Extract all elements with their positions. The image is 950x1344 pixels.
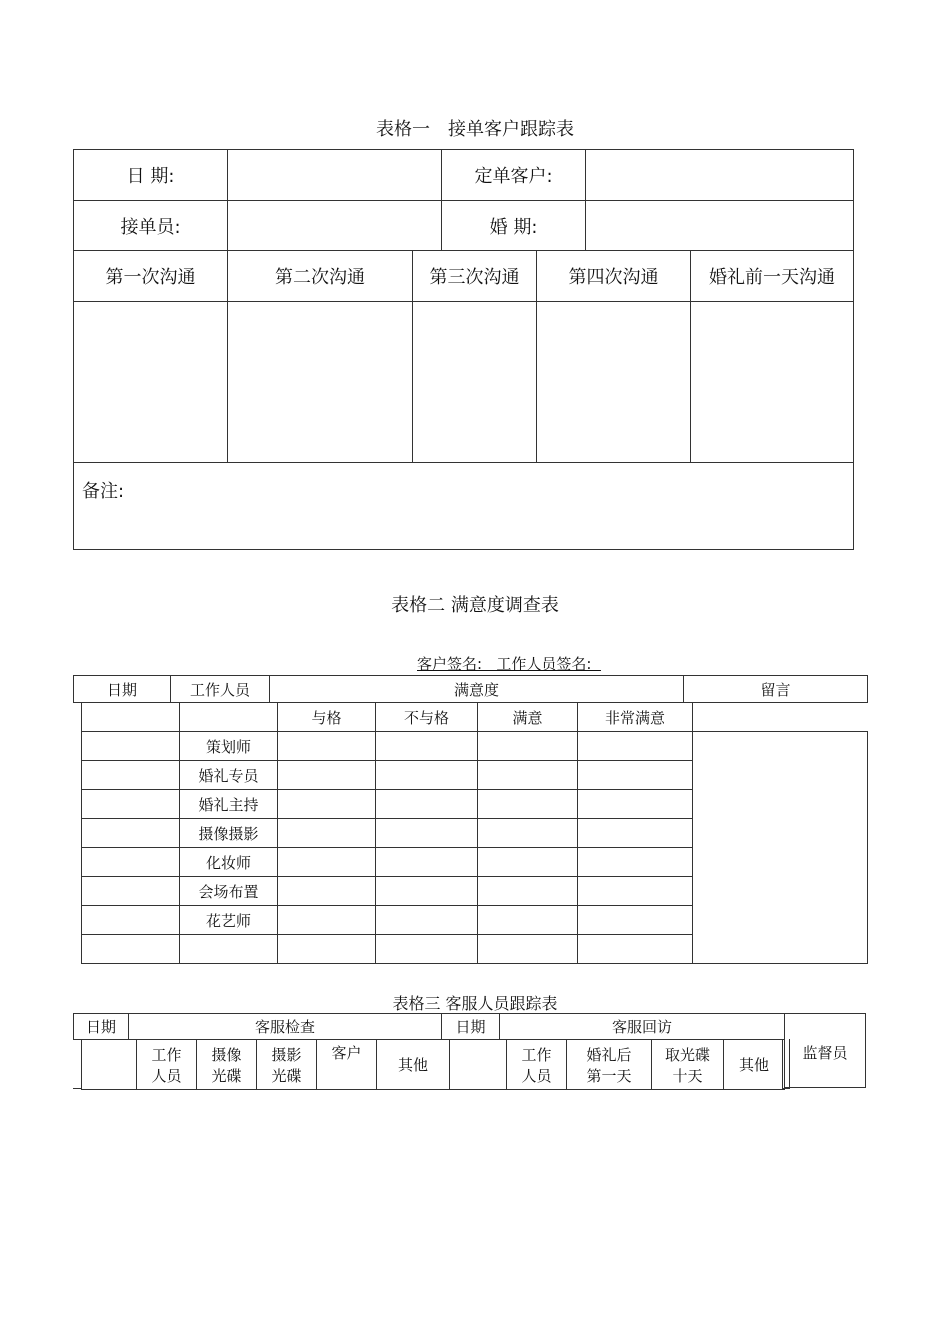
- header-message: 留言: [684, 676, 868, 703]
- revisit-col-line: 工作: [521, 1045, 552, 1064]
- level-header: 不与格: [376, 703, 478, 732]
- role-label: 策划师: [180, 732, 278, 761]
- rating-cell[interactable]: [376, 819, 478, 848]
- rating-cell[interactable]: [376, 848, 478, 877]
- rating-cell[interactable]: [278, 790, 376, 819]
- receiver-label: 接单员:: [74, 201, 228, 251]
- rating-cell[interactable]: [376, 790, 478, 819]
- rating-cell[interactable]: [578, 906, 693, 935]
- rating-cell[interactable]: [278, 761, 376, 790]
- header-staff: 工作人员: [171, 676, 270, 703]
- supervisor-divider: [782, 1039, 790, 1089]
- role-label: 摄像摄影: [180, 819, 278, 848]
- rating-cell[interactable]: [478, 732, 578, 761]
- comm-cell-2[interactable]: [228, 302, 413, 463]
- date-cell[interactable]: [82, 1040, 137, 1090]
- date-cell[interactable]: [82, 877, 180, 906]
- header-date-2: 日期: [442, 1014, 500, 1040]
- wedding-date-label: 婚 期:: [442, 201, 586, 251]
- comm-cell-4[interactable]: [537, 302, 691, 463]
- table1-title: 表格一 接单客户跟踪表: [376, 119, 574, 140]
- rating-cell[interactable]: [478, 877, 578, 906]
- revisit-col-line: 取光碟: [664, 1045, 710, 1064]
- remark-label: 备注:: [82, 481, 125, 502]
- table3-title: 表格三 客服人员跟踪表: [392, 994, 558, 1013]
- date-cell[interactable]: [82, 761, 180, 790]
- check-col-header: [137, 1040, 197, 1090]
- satisfaction-header: [73, 675, 868, 703]
- header-date-1: 日期: [74, 1014, 129, 1040]
- rating-cell[interactable]: [278, 877, 376, 906]
- role-label: [180, 935, 278, 964]
- comm-header-1: 第一次沟通: [74, 251, 228, 302]
- rating-cell[interactable]: [578, 790, 693, 819]
- rating-cell[interactable]: [478, 906, 578, 935]
- comm-header-2: 第二次沟通: [228, 251, 413, 302]
- header-satisfaction: 满意度: [270, 676, 684, 703]
- date-field[interactable]: [228, 150, 442, 201]
- revisit-col-header: [652, 1040, 724, 1090]
- role-label: 化妆师: [180, 848, 278, 877]
- rating-cell[interactable]: [478, 935, 578, 964]
- date-cell[interactable]: [450, 1040, 507, 1090]
- comm-header-5: 婚礼前一天沟通: [691, 251, 854, 302]
- rating-cell[interactable]: [376, 761, 478, 790]
- customer-field[interactable]: [586, 150, 854, 201]
- rating-cell[interactable]: [376, 906, 478, 935]
- blank-staff-cell: [180, 703, 278, 732]
- check-col-line: 光碟: [211, 1066, 242, 1085]
- header-date: 日期: [74, 676, 171, 703]
- comm-header-4: 第四次沟通: [537, 251, 691, 302]
- rating-cell[interactable]: [278, 935, 376, 964]
- rating-cell[interactable]: [478, 819, 578, 848]
- signature-line: 客户签名: 工作人员签名:: [417, 655, 601, 673]
- rating-cell[interactable]: [478, 761, 578, 790]
- rating-cell[interactable]: [578, 848, 693, 877]
- remark-cell[interactable]: [74, 463, 854, 550]
- check-col-line: 人员: [151, 1066, 182, 1085]
- date-cell[interactable]: [82, 935, 180, 964]
- header-service-revisit: 客服回访: [500, 1014, 785, 1040]
- revisit-col-line: 十天: [672, 1066, 703, 1085]
- rating-cell[interactable]: [278, 732, 376, 761]
- check-other-header: 其他: [377, 1040, 450, 1090]
- level-header: 满意: [478, 703, 578, 732]
- rating-cell[interactable]: [278, 848, 376, 877]
- service-tracking-header: [73, 1013, 785, 1040]
- supervisor-header: 监督员: [784, 1013, 866, 1088]
- rating-cell[interactable]: [478, 848, 578, 877]
- service-tracking-table: [81, 1039, 785, 1090]
- table-baseline: [73, 1088, 81, 1089]
- check-col-line: 光碟: [271, 1066, 302, 1085]
- role-label: 婚礼专员: [180, 761, 278, 790]
- date-cell[interactable]: [82, 732, 180, 761]
- customer-label: 定单客户:: [442, 150, 586, 201]
- revisit-col-header: [567, 1040, 652, 1090]
- level-header: 与格: [278, 703, 376, 732]
- rating-cell[interactable]: [278, 906, 376, 935]
- rating-cell[interactable]: [376, 935, 478, 964]
- revisit-other-header: 其他: [724, 1040, 785, 1090]
- wedding-date-field[interactable]: [586, 201, 854, 251]
- rating-cell[interactable]: [376, 732, 478, 761]
- message-cell[interactable]: [693, 732, 868, 964]
- comm-cell-3[interactable]: [413, 302, 537, 463]
- rating-cell[interactable]: [278, 819, 376, 848]
- revisit-col-line: 人员: [521, 1066, 552, 1085]
- revisit-col-header: [507, 1040, 567, 1090]
- role-label: 花艺师: [180, 906, 278, 935]
- check-col-line: 客户: [331, 1044, 362, 1062]
- receiver-field[interactable]: [228, 201, 442, 251]
- comm-cell-1[interactable]: [74, 302, 228, 463]
- rating-cell[interactable]: [578, 935, 693, 964]
- comm-cell-5[interactable]: [691, 302, 854, 463]
- rating-cell[interactable]: [578, 761, 693, 790]
- header-service-check: 客服检查: [129, 1014, 442, 1040]
- level-header: 非常满意: [578, 703, 693, 732]
- check-col-header: [317, 1040, 377, 1090]
- table2-title: 表格二 满意度调查表: [391, 595, 559, 616]
- check-col-line: 摄像: [211, 1045, 242, 1064]
- customer-tracking-table: [73, 149, 854, 550]
- rating-cell[interactable]: [578, 732, 693, 761]
- role-label: 婚礼主持: [180, 790, 278, 819]
- date-cell[interactable]: [82, 848, 180, 877]
- role-label: 会场布置: [180, 877, 278, 906]
- date-label: 日 期:: [74, 150, 228, 201]
- check-col-line: 摄影: [271, 1045, 302, 1064]
- date-cell[interactable]: [82, 906, 180, 935]
- rating-cell[interactable]: [578, 819, 693, 848]
- check-col-line: 工作: [151, 1045, 182, 1064]
- rating-cell[interactable]: [578, 877, 693, 906]
- rating-cell[interactable]: [478, 790, 578, 819]
- check-col-header: [197, 1040, 257, 1090]
- revisit-col-line: 第一天: [586, 1066, 632, 1085]
- revisit-col-line: 婚礼后: [586, 1045, 632, 1064]
- message-gap: [693, 703, 868, 732]
- satisfaction-table: [81, 702, 868, 964]
- blank-date-cell: [82, 703, 180, 732]
- rating-cell[interactable]: [376, 877, 478, 906]
- date-cell[interactable]: [82, 819, 180, 848]
- date-cell[interactable]: [82, 790, 180, 819]
- check-col-header: [257, 1040, 317, 1090]
- comm-header-3: 第三次沟通: [413, 251, 537, 302]
